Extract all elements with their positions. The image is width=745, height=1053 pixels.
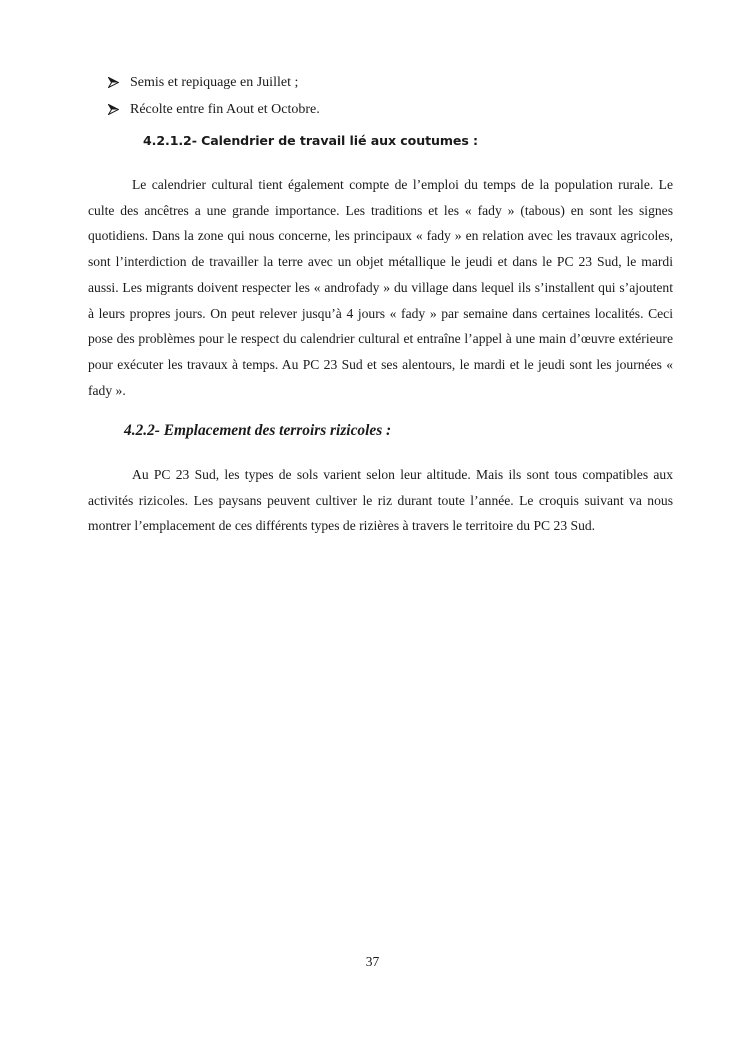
- bullet-list: [108, 69, 320, 123]
- subsection-paragraph: Le calendrier cultural tient également compte de l’emploi du temps de la population rurale. Le culte des ancêtres a une grande importance. Les traditions et les « fady » (tabous) en sont les signes quotidiens. Dans la zone qui nous concerne, les principaux « fady » en relation avec les travaux agricoles, sont l’interdiction de travailler la terre avec un objet métallique le jeudi et dans le PC 23 Sud, le mardi aussi. Les migrants doivent respecter les « androfady » du village dans lequel ils s’installent qui s’ajoutent à leurs propres jours. On peut relever jusqu’à 4 jours « fady » par semaine dans certaines localités. Ceci pose des problèmes pour le respect du calendrier cultural et entraîne l’appel à une main d’œuvre extérieure pour exécuter les travaux à temps. Au PC 23 Sud et ses alentours, le mardi et le jeudi sont les journées « fady ».: [88, 177, 673, 398]
- section-paragraph: Au PC 23 Sud, les types de sols varient selon leur altitude. Mais ils sont tous compatibles aux activités rizicoles. Les paysans peuvent cultiver le riz durant toute l’année. Le croquis suivant va nous montrer l’emplacement de ces différents types de rizières à travers le territoire du PC 23 Sud.: [88, 467, 673, 534]
- list-item-text: Récolte entre fin Aout et Octobre.: [130, 102, 320, 117]
- subsection-heading: 4.2.1.2- Calendrier de travail lié aux coutumes :: [143, 133, 478, 148]
- section-heading: 4.2.2- Emplacement des terroirs rizicoles :: [124, 422, 392, 439]
- list-item-text: Semis et repiquage en Juillet ;: [130, 75, 299, 90]
- page-number: 37: [365, 954, 380, 969]
- arrowhead-bullet-icon: [108, 104, 120, 115]
- list-item: [108, 96, 320, 123]
- arrowhead-bullet-icon: [108, 77, 120, 88]
- list-item: [108, 69, 320, 96]
